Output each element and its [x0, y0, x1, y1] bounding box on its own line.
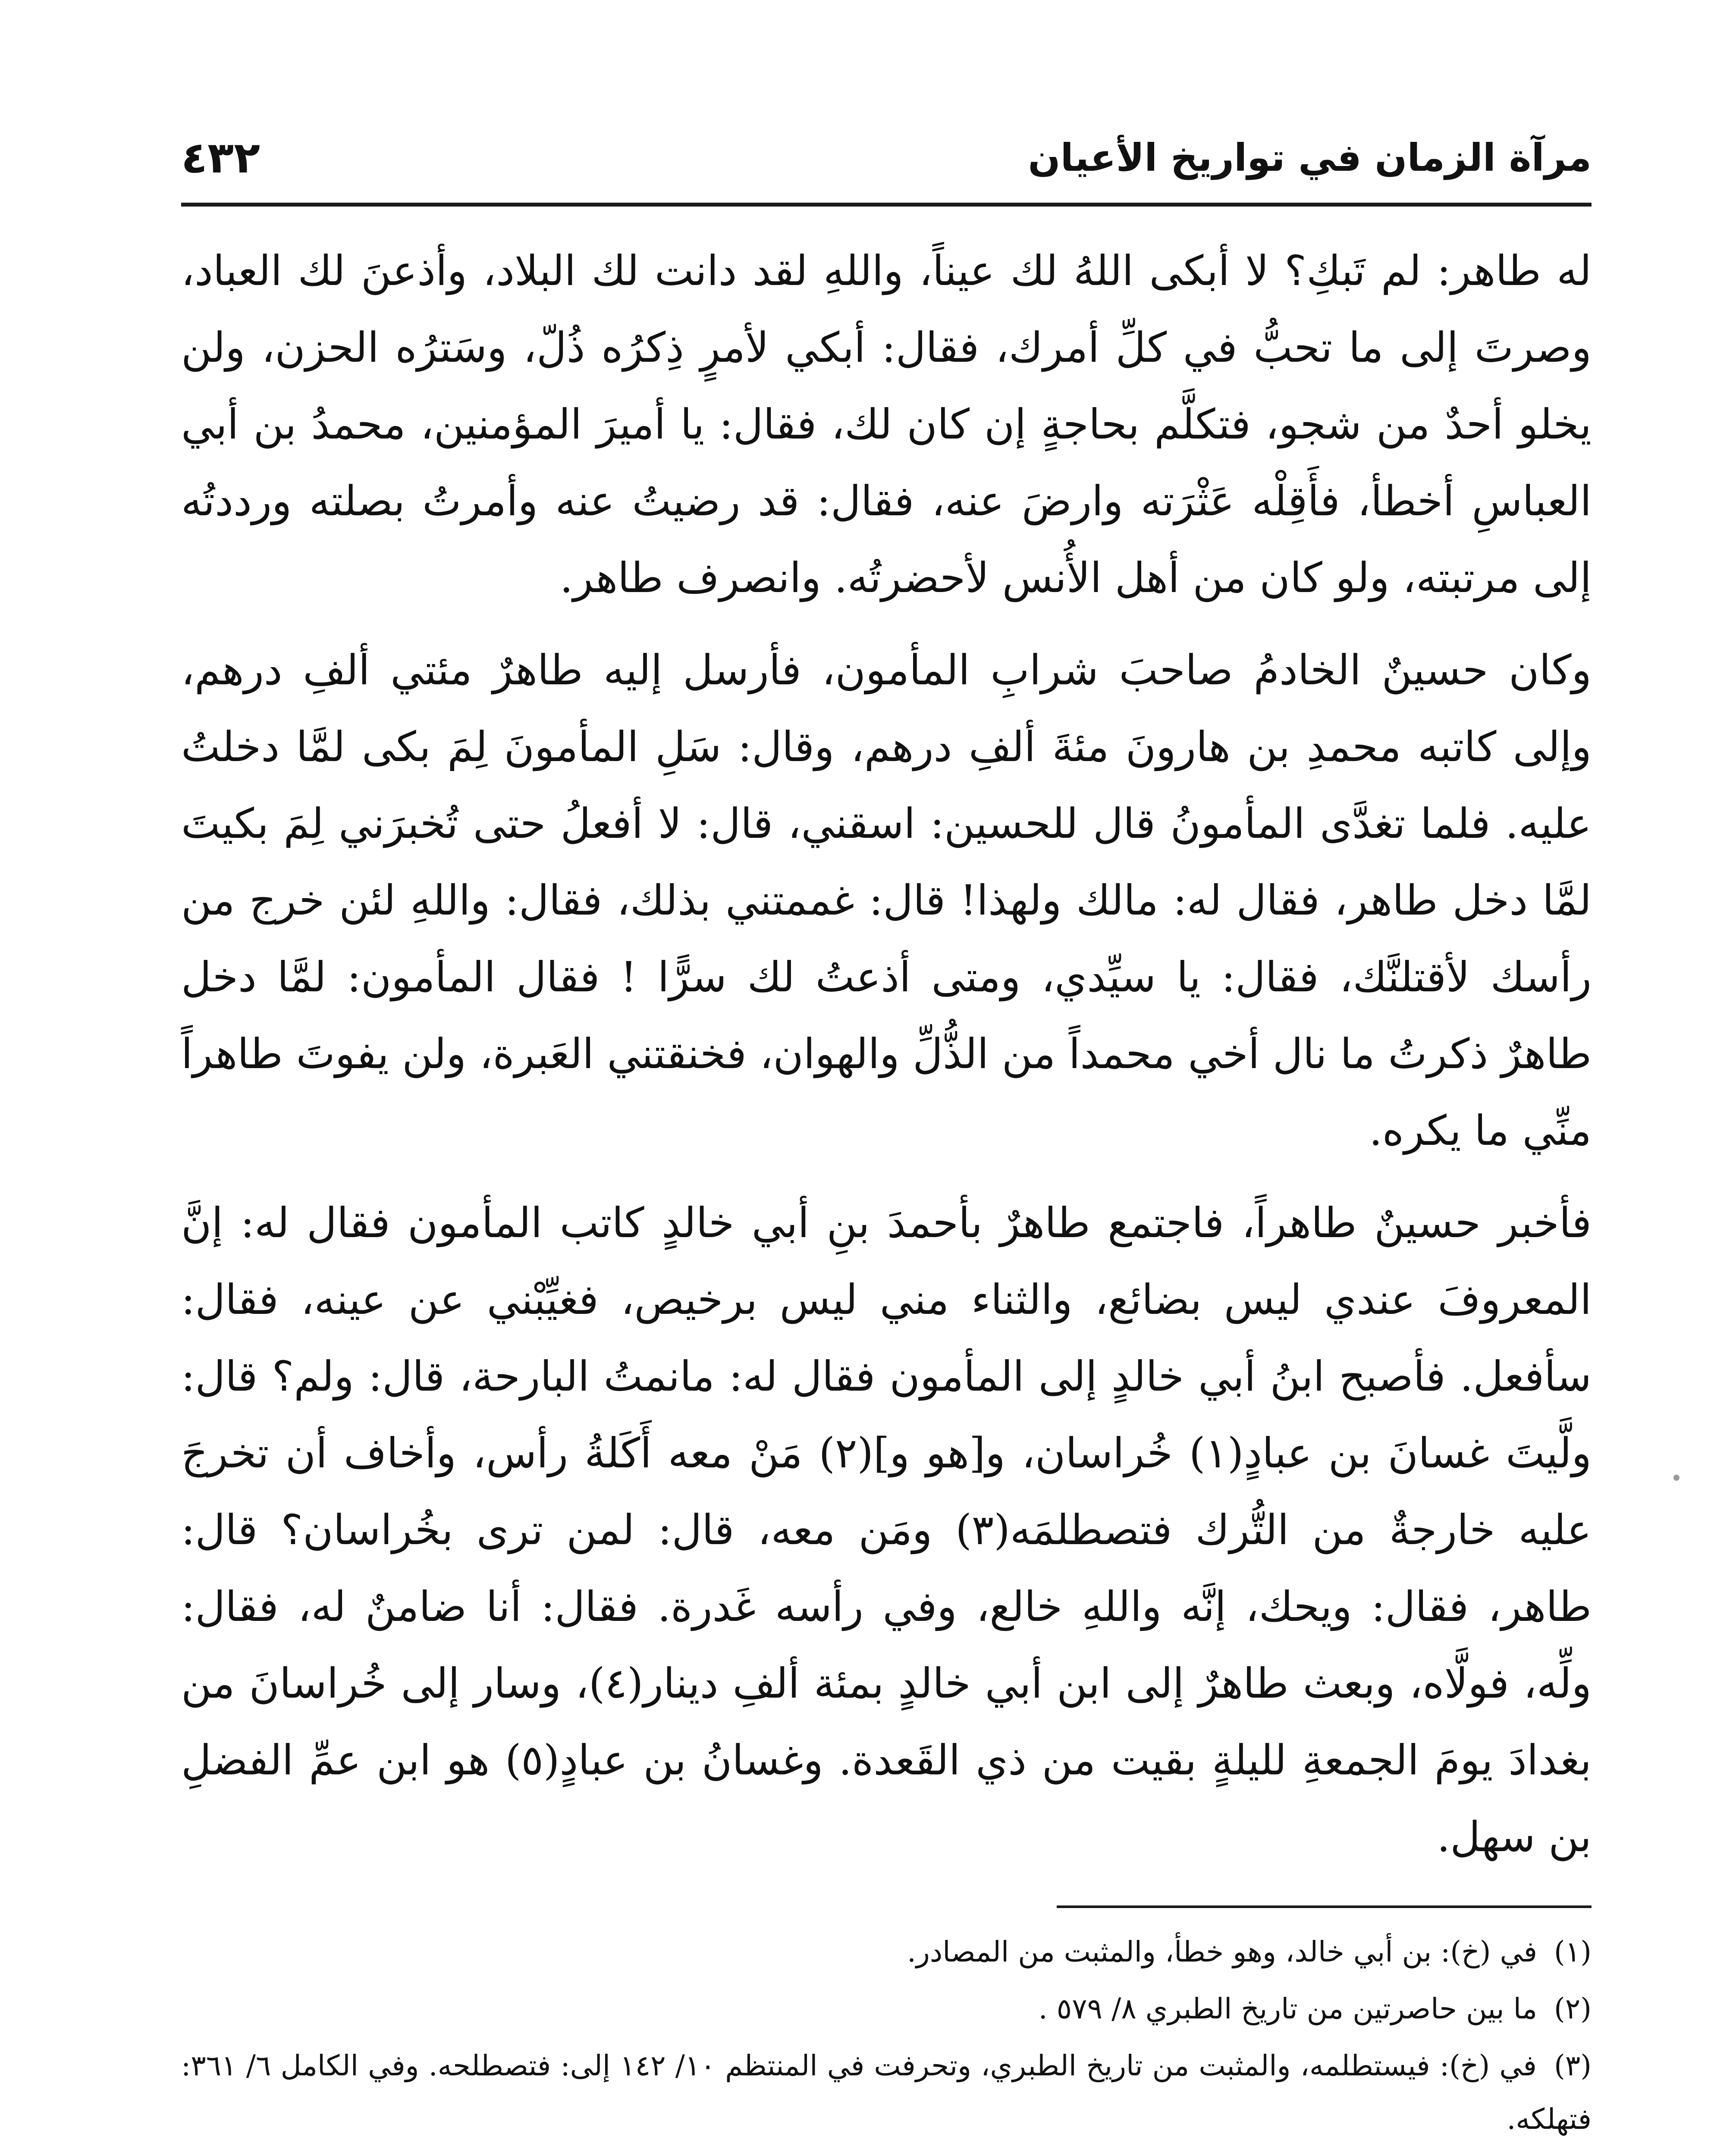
scan-speck — [1673, 1475, 1679, 1481]
footnote-separator — [1057, 1905, 1592, 1908]
book-page — [181, 112, 1592, 2156]
footnote — [181, 2150, 1592, 2156]
footnote-text: ما بين حاصرتين من تاريخ الطبري ٨/ ٥٧٩ . — [1038, 1992, 1538, 2025]
running-header — [181, 112, 1592, 207]
footnote — [181, 2039, 1592, 2146]
footnote-text: في (خ): بن أبي خالد، وهو خطأ، والمثبت من المصادر. — [907, 1935, 1538, 1968]
footnote-number: (٢) — [1554, 1992, 1592, 2025]
footnote — [181, 1982, 1592, 2036]
main-text — [181, 232, 1592, 1875]
paragraph: وكان حسينٌ الخادمُ صاحبَ شرابِ المأمون، فأرسل إليه طاهرٌ مئتي ألفِ درهم، وإلى كاتبه محمدِ بن هارونَ مئةَ ألفِ درهم، وقال: سَلِ المأمونَ لِمَ بكى لمَّا دخلتُ عليه. فلما تغدَّى المأمونُ قال للحسين: اسقني، قال: لا أفعلُ حتى تُخبرَني لِمَ بكيتَ لمَّا دخل طاهر، فقال له: مالك ولهذا! قال: غممتني بذلك، فقال: واللهِ لئن خرج من رأسك لأقتلنَّك، فقال: يا سيِّدي، ومتى أذعتُ لك سرًّا ! فقال المأمون: لمَّا دخل طاهرٌ ذكرتُ ما نال أخي محمداً من الذُّلِّ والهوان، فخنقتني العَبرة، ولن يفوتَ طاهراً منِّي ما يكره. — [181, 646, 1592, 1155]
footnotes — [181, 1925, 1592, 2156]
footnote-number: (١) — [1554, 1935, 1592, 1968]
footnote-text: في (خ): فيستطلمه، والمثبت من تاريخ الطبري، وتحرفت في المنتظم ١٠/ ١٤٢ إلى: فتصطلحه. وفي الكامل ٦/ ٣٦١: فتهلكه. — [181, 2049, 1592, 2136]
paragraph: له طاهر: لم تَبكِ؟ لا أبكى اللهُ لك عيناً، واللهِ لقد دانت لك البلاد، وأذعنَ لك العباد، وصرتَ إلى ما تحبُّ في كلِّ أمرك، فقال: أبكي لأمرٍ ذِكرُه ذُلّ، وسَترُه الحزن، ولن يخلو أحدٌ من شجو، فتكلَّم بحاجةٍ إن كان لك، فقال: يا أميرَ المؤمنين، محمدُ بن أبي العباسِ أخطأ، فأَقِلْه عَثْرَته وارضَ عنه، فقال: قد رضيتُ عنه وأمرتُ بصلته ورددتُه إلى مرتبته، ولو كان من أهل الأُنس لأحضرتُه. وانصرف طاهر. — [181, 247, 1592, 602]
footnote — [181, 1925, 1592, 1979]
page-number: ٤٣٢ — [181, 132, 261, 183]
paragraph: فأخبر حسينٌ طاهراً، فاجتمع طاهرٌ بأحمدَ بنِ أبي خالدٍ كاتب المأمون فقال له: إنَّ المعروفَ عندي ليس بضائع، والثناء مني ليس برخيص، فغيِّبْني عن عينه، فقال: سأفعل. فأصبح ابنُ أبي خالدٍ إلى المأمون فقال له: مانمتُ البارحة، قال: ولم؟ قال: ولَّيتَ غسانَ بن عبادٍ(١) خُراسان، و[هو و](٢) مَنْ معه أَكَلةُ رأس، وأخاف أن تخرجَ عليه خارجةٌ من التُّرك فتصطلمَه(٣) ومَن معه، قال: لمن ترى بخُراسان؟ قال: طاهر، فقال: ويحك، إنَّه واللهِ خالع، وفي رأسه غَدرة. فقال: أنا ضامنٌ له، فقال: ولِّه، فولَّاه، وبعث طاهرٌ إلى ابن أبي خالدٍ بمئة ألفِ دينار(٤)، وسار إلى خُراسانَ من بغدادَ يومَ الجمعةِ لليلةٍ بقيت من ذي القَعدة. وغسانُ بن عبادٍ(٥) هو ابن عمِّ الفضلِ بن سهل. — [181, 1199, 1592, 1861]
footnote-number: (٣) — [1554, 2049, 1592, 2082]
book-title: مرآة الزمان في تواريخ الأعيان — [1028, 135, 1592, 180]
